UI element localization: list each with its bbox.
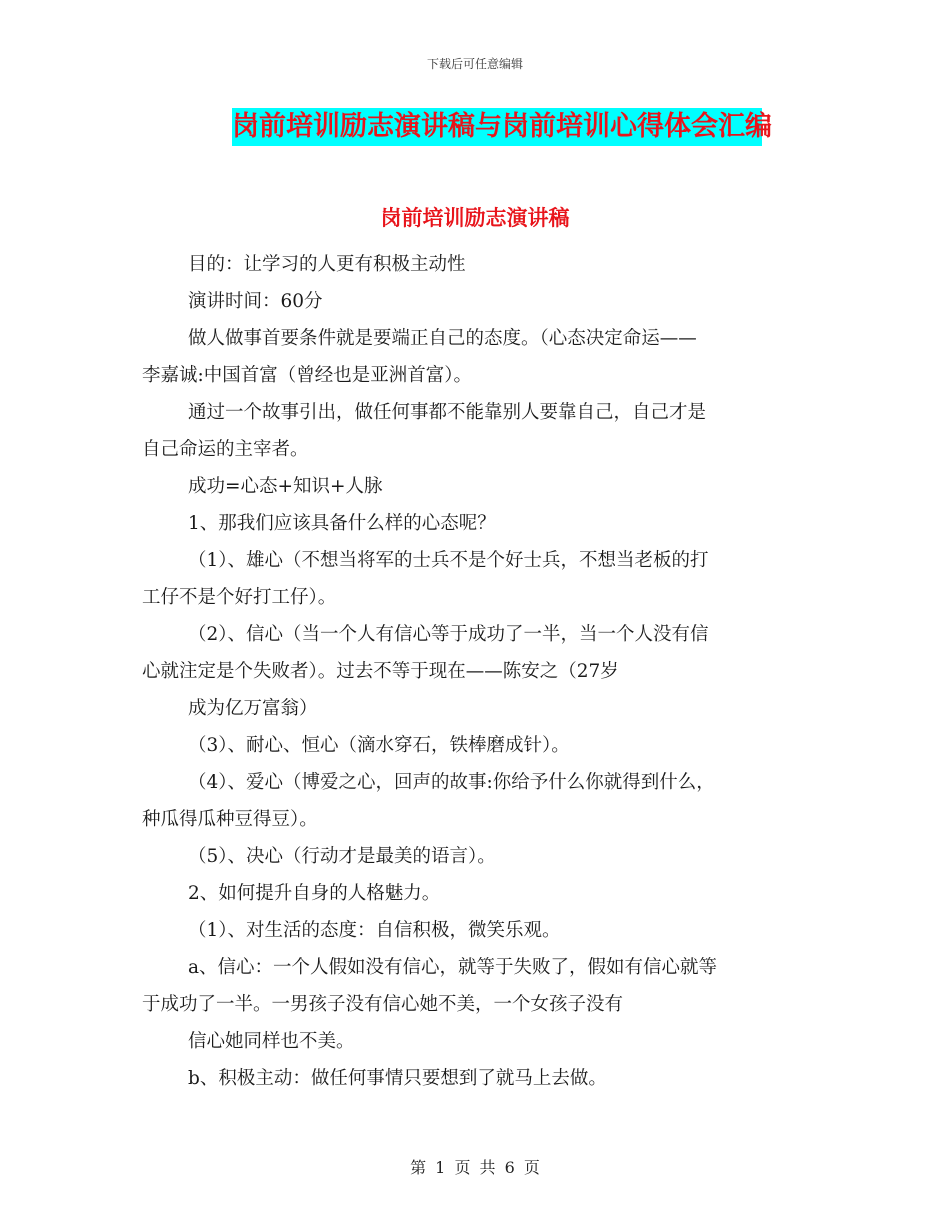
body-line: 演讲时间：60分	[188, 291, 323, 312]
header-note: 下载后可任意编辑	[426, 57, 523, 71]
body-line: 李嘉诚:中国首富（曾经也是亚洲首富）。	[142, 365, 472, 386]
body-line: b、积极主动：做任何事情只要想到了就马上去做。	[188, 1068, 607, 1089]
body-line: a、信心：一个人假如没有信心，就等于失败了，假如有信心就等	[188, 957, 718, 978]
page-footer: 第 1 页 共 6 页	[410, 1158, 540, 1177]
body-line: （1）、雄心（不想当将军的士兵不是个好士兵，不想当老板的打	[188, 550, 709, 571]
body-line: 心就注定是个失败者）。过去不等于现在——陈安之（27岁	[142, 661, 619, 682]
body-line: （1）、对生活的态度：自信积极，微笑乐观。	[188, 920, 561, 941]
body-line: （5）、决心（行动才是最美的语言）。	[188, 846, 496, 867]
document-title: 岗前培训励志演讲稿与岗前培训心得体会汇编	[232, 108, 762, 146]
body-line: 通过一个故事引出，做任何事都不能靠别人要靠自己，自己才是	[188, 402, 707, 423]
body-line: 成为亿万富翁）	[188, 698, 318, 719]
body-line: 目的：让学习的人更有积极主动性	[188, 254, 466, 275]
section-title: 岗前培训励志演讲稿	[380, 206, 570, 230]
body-line: （4）、爱心（博爱之心，回声的故事:你给予什么你就得到什么，	[188, 772, 715, 793]
body-line: （2）、信心（当一个人有信心等于成功了一半，当一个人没有信	[188, 624, 709, 645]
body-line: 1、那我们应该具备什么样的心态呢？	[188, 513, 496, 534]
body-line: 于成功了一半。一男孩子没有信心她不美，一个女孩子没有	[142, 994, 624, 1015]
body-line: 工仔不是个好打工仔）。	[142, 587, 337, 608]
body-line: 2、如何提升自身的人格魅力。	[188, 883, 441, 904]
body-line: 成功=心态+知识+人脉	[188, 476, 383, 497]
body-line: 种瓜得瓜种豆得豆）。	[142, 809, 318, 830]
body-line: 信心她同样也不美。	[188, 1031, 355, 1052]
document-body	[142, 246, 810, 1097]
body-line: 自己命运的主宰者。	[142, 439, 309, 460]
body-line: 做人做事首要条件就是要端正自己的态度。（心态决定命运——	[188, 328, 697, 349]
body-line: （3）、耐心、恒心（滴水穿石，铁棒磨成针）。	[188, 735, 570, 756]
